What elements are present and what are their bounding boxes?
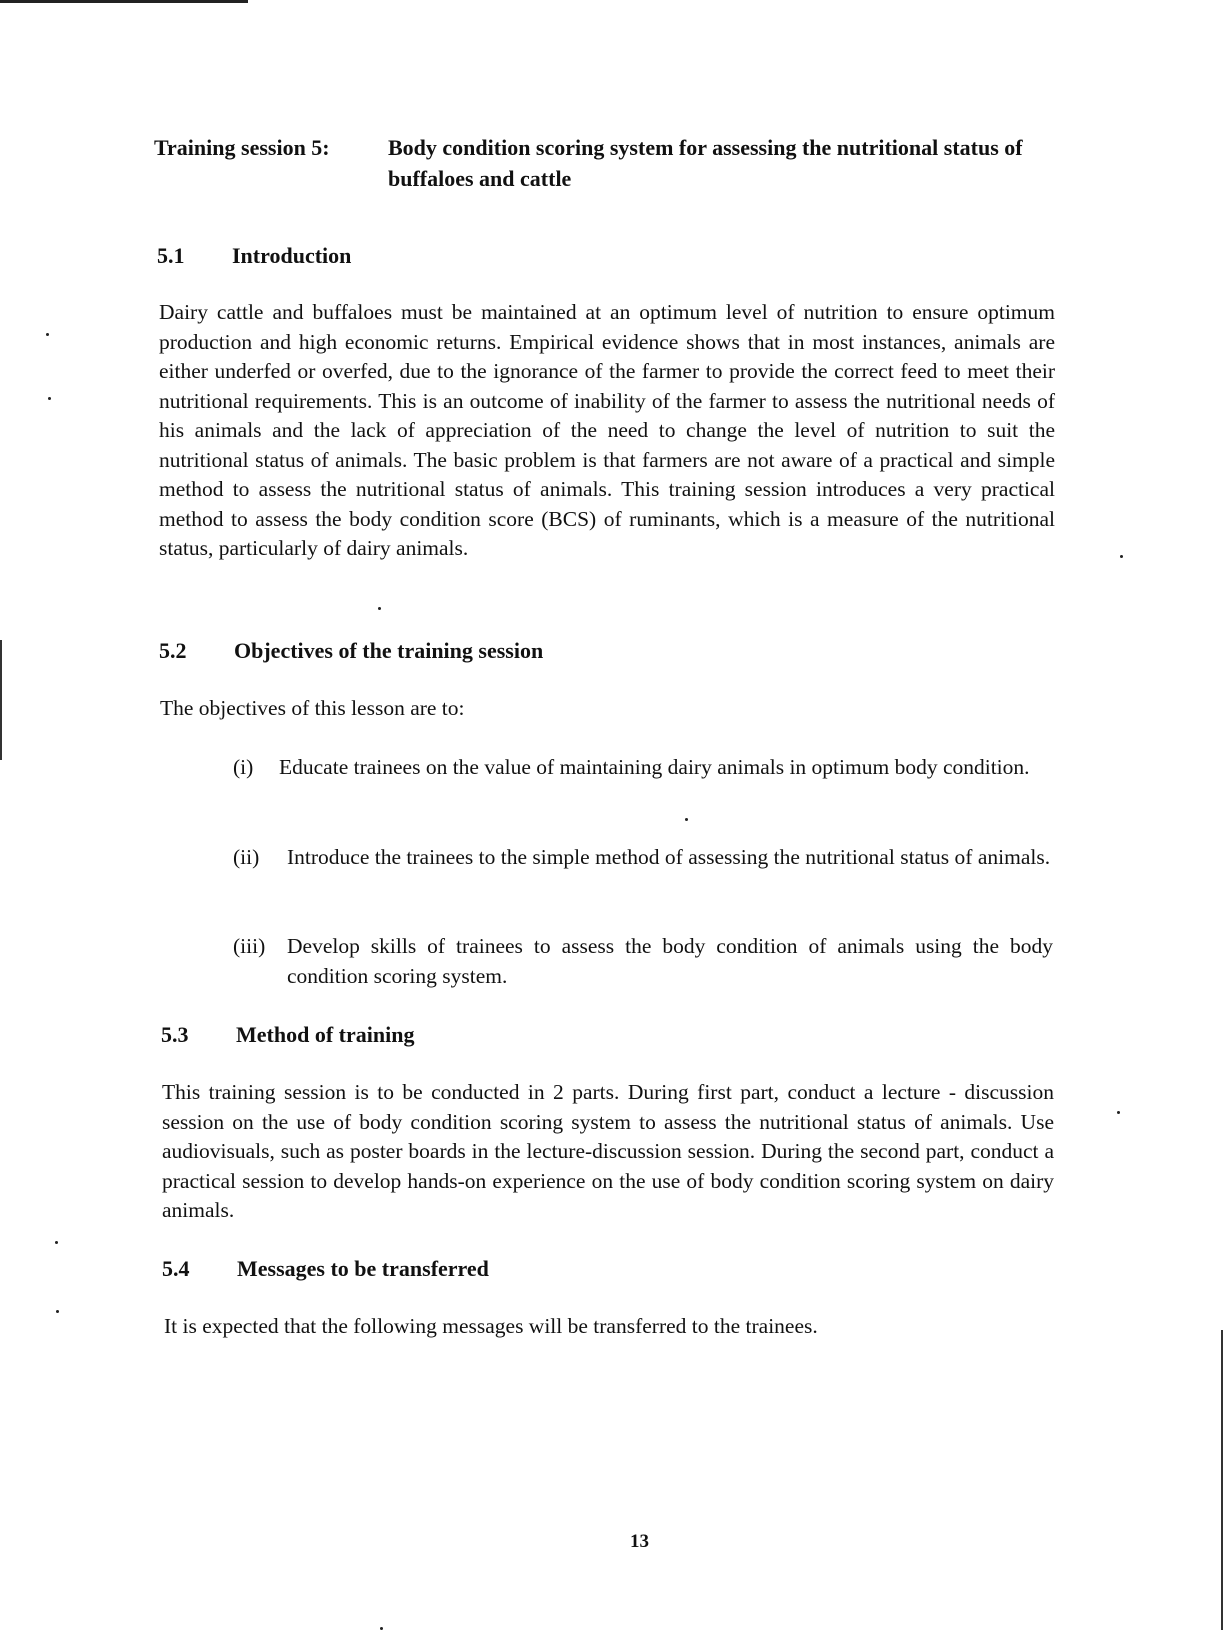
scan-speck [378, 607, 381, 610]
section-number: 5.3 [161, 1022, 189, 1047]
section-number: 5.2 [159, 638, 187, 663]
introduction-paragraph: Dairy cattle and buffaloes must be maintained at an optimum level of nutrition to ensure optimum production and high economic returns. Empirical evidence shows that in most instances, animals are either underfed or overfed, due to the ignorance of the farmer to provide the correct feed to meet their nutritional requirements. This is an outcome of inability of the farmer to assess the nutritional needs of his animals and the lack of appreciation of the need to change the level of nutrition to suit the nutritional status of animals. The basic problem is that farmers are not aware of a practical and simple method to assess the nutritional status of animals. This training session introduces a very practical method to assess the body condition score (BCS) of ruminants, which is a measure of the nutritional status, particularly of dairy animals. [159, 300, 1055, 560]
section-number: 5.1 [157, 243, 185, 268]
session-title-text: Body condition scoring system for assessing the nutritional status of buffaloes and cattle [388, 135, 1023, 191]
section-title: Messages to be transferred [237, 1256, 489, 1281]
scan-speck [46, 333, 49, 336]
scan-speck [48, 397, 51, 400]
section-title: Method of training [236, 1022, 415, 1047]
section-number: 5.4 [162, 1256, 190, 1281]
objective-text: Educate trainees on the value of maintaining dairy animals in optimum body condition. [279, 755, 1030, 779]
objective-text: Develop skills of trainees to assess the body condition of animals using the body condition scoring system. [287, 934, 1053, 988]
objective-text: Introduce the trainees to the simple method of assessing the nutritional status of animals. [287, 845, 1051, 869]
scan-speck [380, 1627, 383, 1630]
scan-speck [1120, 555, 1123, 558]
scan-speck [56, 1310, 59, 1313]
objective-marker: (i) [233, 755, 254, 779]
objective-marker: (iii) [233, 934, 266, 958]
objective-item [233, 842, 1053, 902]
page-number: 13 [630, 1531, 649, 1552]
method-paragraph: This training session is to be conducted in 2 parts. During first part, conduct a lecture - discussion session on the use of body condition scoring system to assess the nutritional status of animals. Use audiovisuals, such as poster boards in the lecture-discussion session. During the second part, conduct a practical session to develop hands-on experience on the use of body condition scoring system on dairy animals. [162, 1080, 1054, 1222]
scan-speck [1117, 1111, 1120, 1114]
objective-marker: (ii) [233, 845, 260, 869]
section-title: Objectives of the training session [234, 638, 544, 663]
scan-edge-mark [1221, 1330, 1223, 1630]
objective-item [233, 931, 1053, 991]
objective-item [233, 752, 1053, 812]
scan-speck [685, 818, 688, 821]
section-title: Introduction [232, 243, 352, 268]
scan-top-rule [0, 0, 248, 3]
messages-paragraph: It is expected that the following messages will be transferred to the trainees. [164, 1314, 818, 1338]
session-title-label: Training session 5: [154, 135, 330, 160]
scan-edge-mark [0, 640, 2, 760]
objectives-intro: The objectives of this lesson are to: [160, 696, 465, 720]
scan-speck [55, 1241, 58, 1244]
